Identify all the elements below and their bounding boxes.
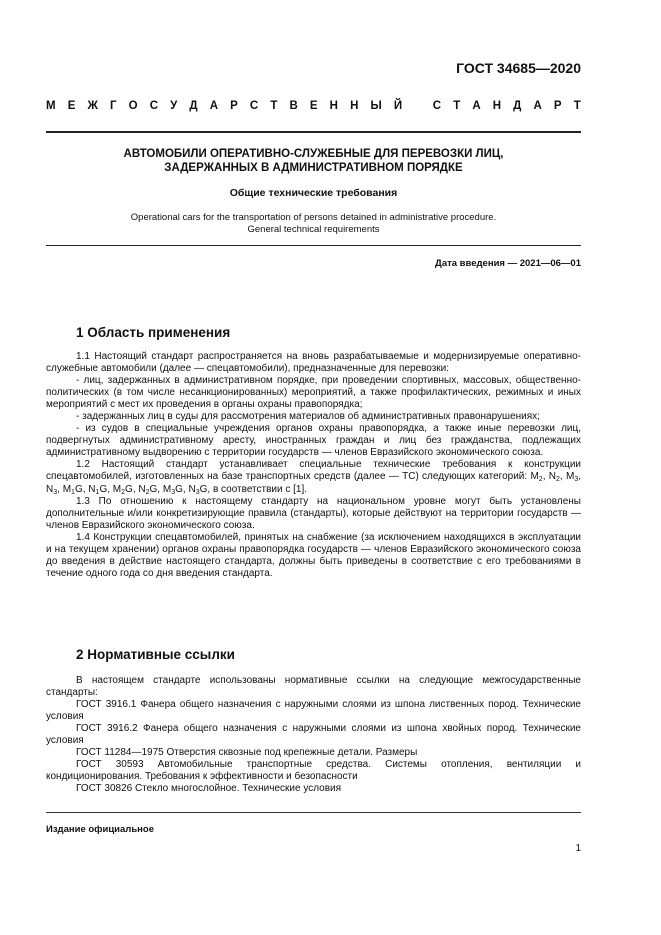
official-edition-label: Издание официальное (46, 824, 154, 835)
english-title (46, 212, 581, 236)
reference-item: ГОСТ 30826 Стекло многослойное. Технические условия (76, 783, 342, 795)
reference-item: ГОСТ 3916.2 Фанера общего назначения с наружными слоями из шпона хвойных пород. Технические условия (46, 723, 581, 747)
section-1-heading: 1 Область применения (76, 325, 231, 340)
title-line-1: АВТОМОБИЛИ ОПЕРАТИВНО-СЛУЖЕБНЫЕ ДЛЯ ПЕРЕВОЗКИ ЛИЦ, (123, 148, 504, 160)
english-title-line-2: General technical requirements (247, 224, 380, 235)
paragraph-1-3: 1.3 По отношению к настоящему стандарту на национальном уровне могут быть установлены дополнительные и/или конкретизирующие правила (стандарты), которые действуют на территории государств — членов Евразийского экономического союза. (46, 495, 581, 531)
title-rule (46, 245, 581, 246)
document-title (46, 147, 581, 175)
bullet-1: - лиц, задержанных в административном порядке, при проведении спортивных, массовых, общественно-политических (в том числе несанкционированных) мероприятий, а также профилактических, режимных и иных мероприятий с мест их проведения в органы охраны правопорядка; (46, 375, 581, 411)
english-title-line-1: Operational cars for the transportation of persons detained in administrative procedure. (130, 212, 497, 223)
category-list: $M_2$, $N_2$, $M_3$, $N_3$, $M_1G$, $N_1G$, $M_2G$, $N_2G$, $M_3G$, $N_3G$, (46, 471, 582, 496)
bullet-2: - задержанных лиц в суды для рассмотрения материалов об административных правонарушениях; (76, 411, 540, 423)
reference-item: ГОСТ 3916.1 Фанера общего назначения с наружными слоями из шпона лиственных пород. Технические условия (46, 699, 581, 723)
header-rule (46, 131, 581, 133)
section-2-body (46, 675, 581, 795)
title-line-2: ЗАДЕРЖАННЫХ В АДМИНИСТРАТИВНОМ ПОРЯДКЕ (164, 162, 463, 174)
paragraph-1-2-text: 1.2 Настоящий стандарт устанавливает специальные технические требования к конструкции спецавтомобилей, изготовленных на базе транспортных средств (далее — ТС) следующих категорий: (46, 459, 581, 483)
reference-item: ГОСТ 30593 Автомобильные транспортные средства. Системы отопления, вентиляции и кондиционирования. Требования к эффективности и безопасности (46, 759, 581, 783)
paragraph-1-1: 1.1 Настоящий стандарт распространяется на вновь разрабатываемые и модернизируемые оперативно-служебные автомобили (далее — спецавтомобили), предназначенные для перевозки: (46, 351, 581, 375)
introduction-date: Дата введения — 2021—06—01 (435, 258, 581, 269)
footer-rule (46, 812, 581, 813)
document-subtitle: Общие технические требования (229, 187, 398, 199)
paragraph-1-2-reference: в соответствии с [1]. (212, 483, 308, 495)
section-2-heading: 2 Нормативные ссылки (76, 647, 235, 662)
section-1-body (46, 351, 581, 580)
standard-code: ГОСТ 34685—2020 (456, 60, 581, 76)
paragraph-1-2 (46, 459, 581, 495)
interstate-label-text: М Е Ж Г О С У Д А Р С Т В Е Н Н Ы Й С Т А Н Д А Р Т (46, 100, 581, 112)
bullet-3: - из судов в специальные учреждения органов охраны правопорядка, а также иные перевозки лиц, подвергнутых административному аресту, иностранных граждан и лиц без гражданства, подлежащих административному выдворению с территории государств — членов Евразийского экономического союза. (46, 423, 581, 459)
paragraph-1-4: 1.4 Конструкции спецавтомобилей, принятых на снабжение (за исключением находящихся в эксплуатации и на текущем хранении) органов охраны правопорядка государств — членов Евразийского экономического союза до введения в действие настоящего стандарта, должны быть приведены в соответствие с его требованиями в течение одного года со дня введения стандарта. (46, 531, 581, 579)
interstate-standard-label (46, 100, 581, 112)
section-2-intro: В настоящем стандарте использованы нормативные ссылки на следующие межгосударственные стандарты: (46, 675, 581, 699)
page-number: 1 (575, 843, 581, 854)
reference-item: ГОСТ 11284—1975 Отверстия сквозные под крепежные детали. Размеры (76, 747, 418, 759)
